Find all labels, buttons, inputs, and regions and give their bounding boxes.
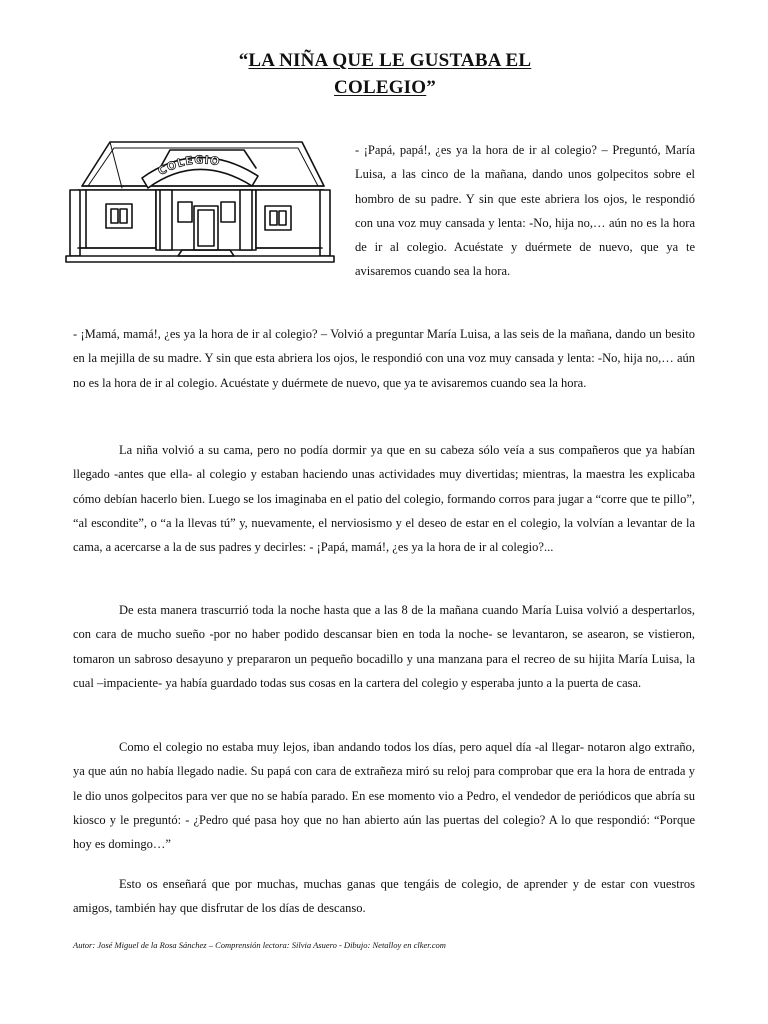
title-line1: LA NIÑA QUE LE GUSTABA EL [248,50,532,71]
story-title [180,47,590,101]
title-close-quote: ” [426,77,436,98]
paragraph-2: La niña volvió a su cama, pero no podía dormir ya que en su cabeza sólo veía a sus compañeros que ya habían llegado -antes que ella- al colegio y estaban haciendo unas actividades muy divertidas; mientras, la maestra les explicaba cómo debían hacerlo bien. Luego se los imaginaba en el patio del colegio, formando corros para jugar a “corre que te pillo”, “al escondite”, o “a la llevas tú” y, nuevamente, el nerviosismo y el deseo de estar en el colegio, la volvían a levantar de la cama, a acercarse a la de sus padres y decirles: - ¡Papá, mamá!, ¿es ya la hora de ir al colegio?... [73,443,695,555]
paragraph-3: De esta manera trascurrió toda la noche hasta que a las 8 de la mañana cuando María Luisa volvió a despertarlos, con cara de mucho sueño -por no haber podido descansar bien en toda la noche- se levantaron, se asearon, se vistieron, tomaron un sabroso desayuno y prepararon un pequeño bocadillo y una manzana para el recreo de su hijita María Luisa, la cual –impaciente- ya había guardado todas sus cosas en la cartera del colegio y esperaba junto a la puerta de casa. [73,603,695,690]
school-building-drawing-icon [62,128,338,278]
paragraph-5: Esto os enseñará que por muchas, muchas ganas que tengáis de colegio, de aprender y de estar con vuestros amigos, también hay que disfrutar de los días de descanso. [73,877,695,916]
credits-footer: Autor: José Miguel de la Rosa Sánchez – Comprensión lectora: Silvia Asuero - Dibujo: Netalloy en clker.com [73,940,446,950]
paragraph-4: Como el colegio no estaba muy lejos, iban andando todos los días, pero aquel día -al llegar- notaron algo extraño, ya que aún no había llegado nadie. Su papá con cara de extrañeza miró su reloj para comprobar que era la hora de entrada y le dio unos golpecitos para ver que no se había parado. En ese momento vio a Pedro, el vendedor de periódicos que abría su kiosco y le preguntó: - ¿Pedro qué pasa hoy que no han abierto aún las puertas del colegio? A lo que respondió: “Porque hoy es domingo…” [73,740,695,852]
paragraph-1: - ¡Mamá, mamá!, ¿es ya la hora de ir al colegio? – Volvió a preguntar María Luisa, a las seis de la mañana, dando un besito en la mejilla de su madre. Y sin que esta abriera los ojos, le respondió con una voz muy cansada y lenta: -No, hija no,… aún no es la hora de ir al colegio. Acuéstate y duérmete de nuevo, que ya te avisaremos cuando sea la hora. [73,327,695,390]
title-line2: COLEGIO [334,77,427,98]
intro-paragraph: - ¡Papá, papá!, ¿es ya la hora de ir al colegio? – Preguntó, María Luisa, a las cinco de la mañana, dando unos golpecitos sobre el hombro de su padre. Y sin que este abriera los ojos, le respondió con una voz muy cansada y lenta: -No, hija no,… aún no es la hora de ir al colegio. Acuéstate y duérmete de nuevo, que ya te avisaremos cuando sea la hora. [355,143,695,279]
sign-label: COLEGIO [155,153,222,179]
title-open-quote: “ [238,50,249,71]
